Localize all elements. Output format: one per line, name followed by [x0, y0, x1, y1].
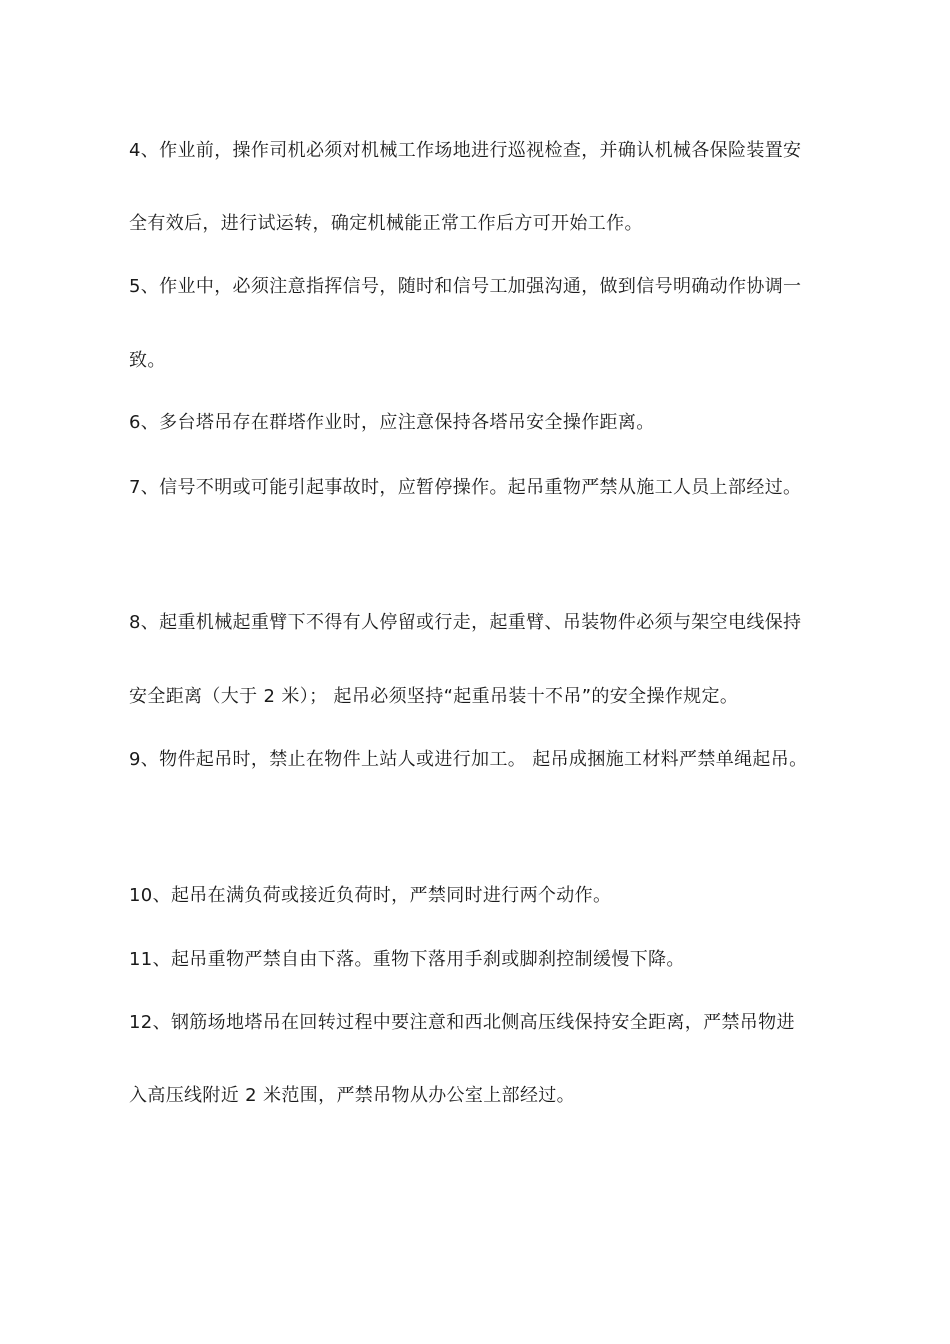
paragraph-7: 7、信号不明或可能引起事故时，应暂停操作。起吊重物严禁从施工人员上部经过。 — [129, 477, 802, 498]
paragraph-8-line-1: 8、起重机械起重臂下不得有人停留或行走，起重臂、吊装物件必须与架空电线保持 — [129, 612, 802, 633]
paragraph-8-line-2: 安全距离（大于 2 米）； 起吊必须坚持“起重吊装十不吊”的安全操作规定。 — [129, 686, 739, 707]
paragraph-4-line-1: 4、作业前，操作司机必须对机械工作场地进行巡视检查，并确认机械各保险装置安 — [129, 140, 802, 161]
paragraph-9: 9、物件起吊时，禁止在物件上站人或进行加工。 起吊成捆施工材料严禁单绳起吊。 — [129, 749, 808, 770]
paragraph-12-line-2: 入高压线附近 2 米范围，严禁吊物从办公室上部经过。 — [129, 1085, 575, 1106]
paragraph-4-line-2: 全有效后，进行试运转，确定机械能正常工作后方可开始工作。 — [129, 213, 643, 234]
paragraph-10: 10、起吊在满负荷或接近负荷时，严禁同时进行两个动作。 — [129, 885, 612, 906]
paragraph-11: 11、起吊重物严禁自由下落。重物下落用手刹或脚刹控制缓慢下降。 — [129, 949, 685, 970]
paragraph-5-line-2: 致。 — [129, 350, 166, 371]
paragraph-6: 6、多台塔吊存在群塔作业时，应注意保持各塔吊安全操作距离。 — [129, 412, 655, 433]
paragraph-12-line-1: 12、钢筋场地塔吊在回转过程中要注意和西北侧高压线保持安全距离，严禁吊物进 — [129, 1012, 795, 1033]
paragraph-5-line-1: 5、作业中，必须注意指挥信号，随时和信号工加强沟通，做到信号明确动作协调一 — [129, 276, 802, 297]
